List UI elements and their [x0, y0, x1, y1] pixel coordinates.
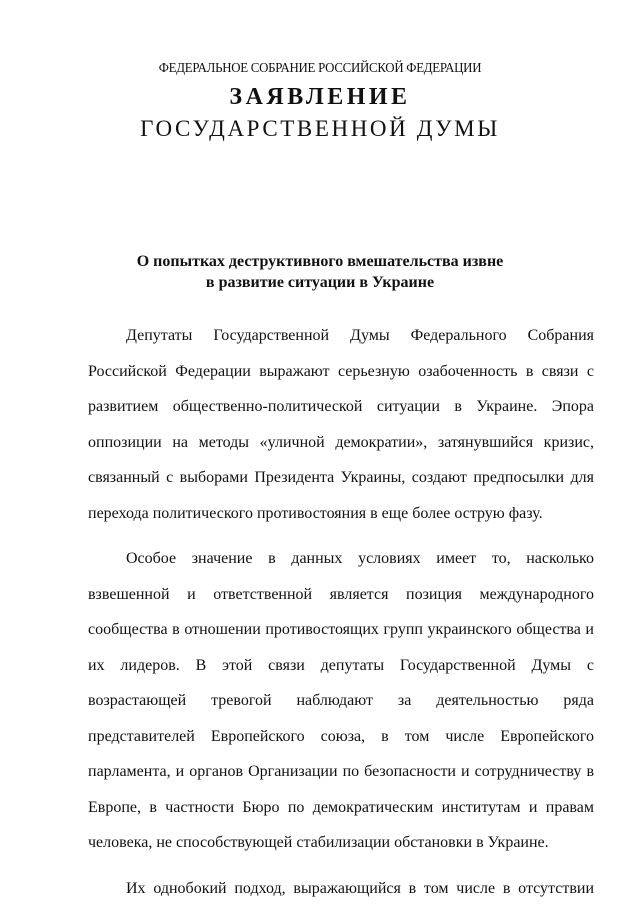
statement-title-line-1: О попытках деструктивного вмешательства извне [136, 253, 504, 270]
statement-title-line-2: в развитие ситуации в Украине [205, 274, 435, 291]
body-paragraph-1: Депутаты Государственной Думы Федерального Собрания Российской Федерации выражают серьезную озабоченность в связи с развитием общественно-политической ситуации в Украине. Эпора оппозиции на методы «уличной демократии», затянувшийся кризис, связанный с выборами Президента Украины, создают предпосылки для перехода политического противостояния в еще более острую фазу. [88, 327, 594, 522]
statement-body [88, 318, 594, 916]
statement-title [60, 251, 580, 293]
document-type-heading: ЗАЯВЛЕНИЕ [229, 84, 411, 110]
header-organization: ФЕДЕРАЛЬНОЕ СОБРАНИЕ РОССИЙСКОЙ ФЕДЕРАЦИИ [158, 61, 482, 76]
document-issuer-heading: ГОСУДАРСТВЕННОЙ ДУМЫ [140, 116, 500, 141]
body-paragraph-3: Их однобокий подход, выражающийся в том числе в отсутствии [126, 879, 594, 897]
body-paragraph-2: Особое значение в данных условиях имеет то, насколько взвешенной и ответственной является позиция международного сообщества в отношении противостоящих групп украинского общества и их лидеров. В этой связи депутаты Государственной Думы с возрастающей тревогой наблюдают за деятельностью ряда представителей Европейского союза, в том числе Европейского парламента, и органов Организации по безопасности и сотрудничеству в Европе, в частности Бюро по демократическим институтам и правам человека, не способствующей стабилизации обстановки в Украине. [88, 550, 594, 851]
